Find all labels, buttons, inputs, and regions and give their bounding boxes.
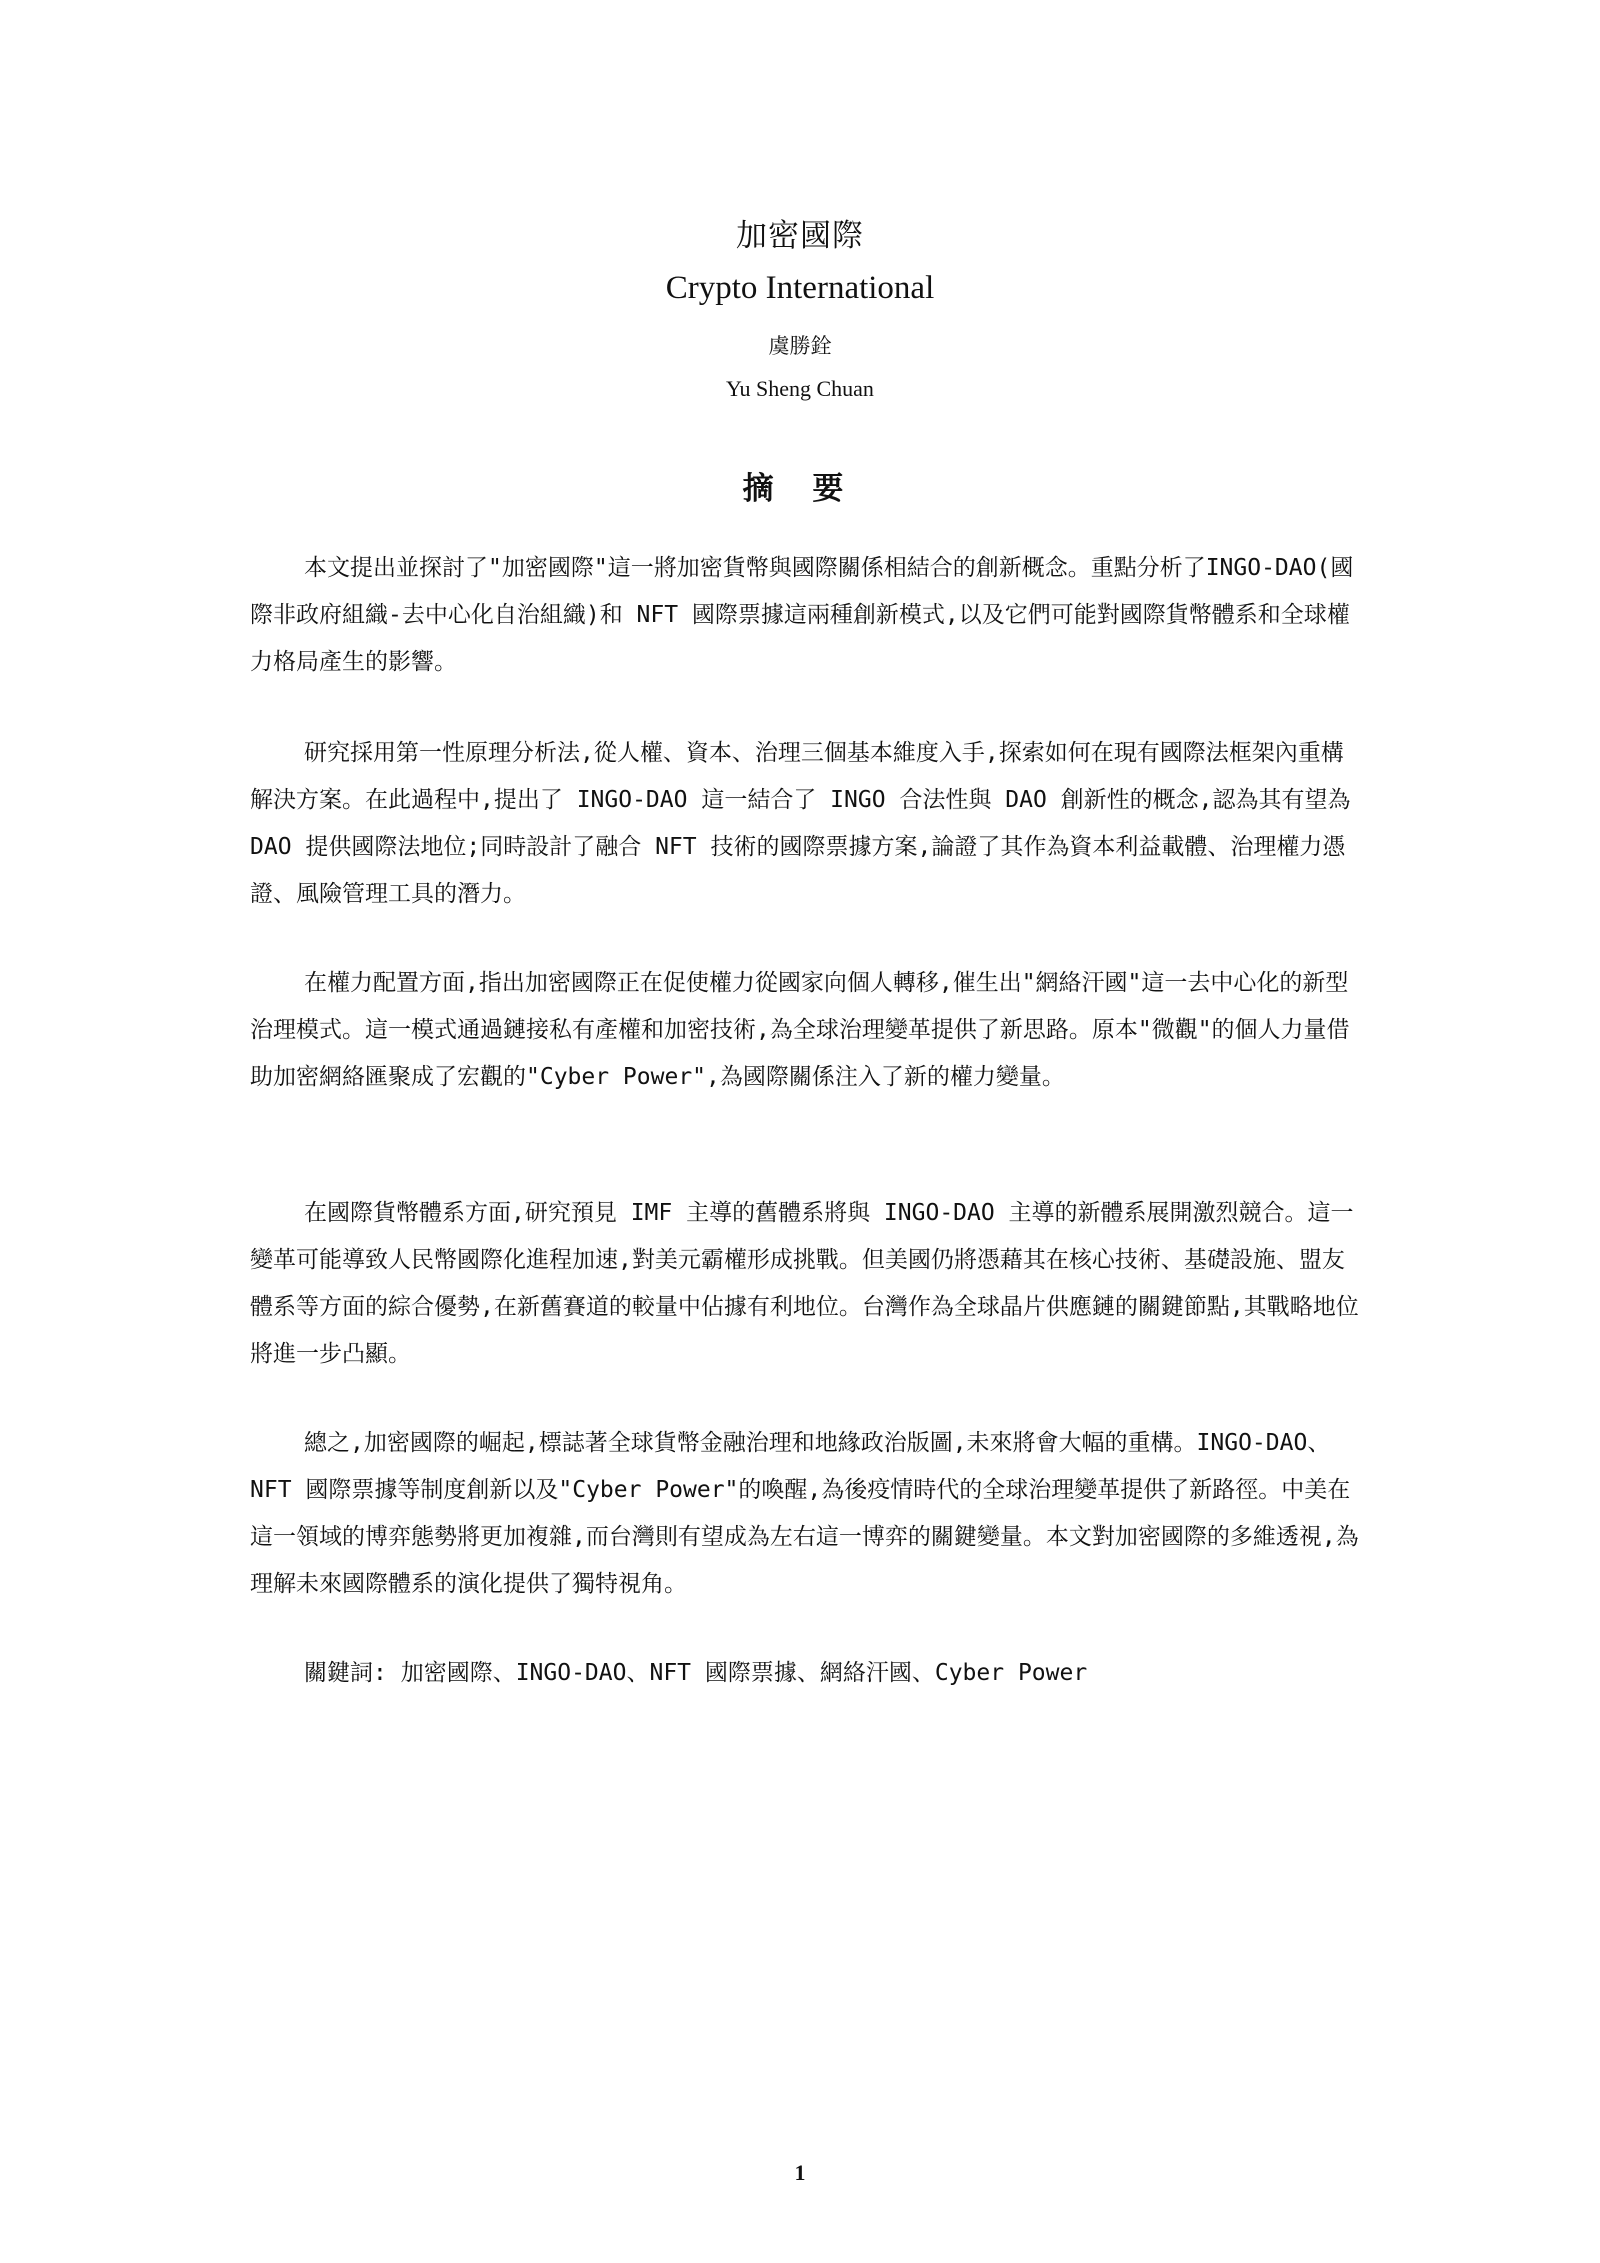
abstract-paragraph-1 <box>250 545 1360 686</box>
paragraph-text: 本文提出並探討了"加密國際"這一將加密貨幣與國際關係相結合的創新概念。重點分析了INGO-DAO(國際非政府組織-去中心化自治組織)和 NFT 國際票據這兩種創新模式,以及它們可能對國際貨幣體系和全球權力格局產生的影響。 <box>250 555 1354 675</box>
author-name-chinese: 虞勝銓 <box>768 334 832 358</box>
paragraph-text: 研究採用第一性原理分析法,從人權、資本、治理三個基本維度入手,探索如何在現有國際法框架內重構解決方案。在此過程中,提出了 INGO-DAO 這一結合了 INGO 合法性與 DAO 創新性的概念,認為其有望為 DAO 提供國際法地位;同時設計了融合 NFT 技術的國際票據方案,論證了其作為資本利益載體、治理權力憑證、風險管理工具的潛力。 <box>250 740 1351 907</box>
author-name-english: Yu Sheng Chuan <box>726 376 874 401</box>
paper-title-english: Crypto International <box>665 270 935 306</box>
keywords-line: 關鍵詞: 加密國際、INGO-DAO、NFT 國際票據、網絡汗國、Cyber Power <box>304 1660 1088 1686</box>
abstract-paragraph-4 <box>250 1190 1360 1378</box>
paragraph-text: 總之,加密國際的崛起,標誌著全球貨幣金融治理和地緣政治版圖,未來將會大幅的重構。INGO-DAO、NFT 國際票據等制度創新以及"Cyber Power"的喚醒,為後疫情時代的全球治理變革提供了新路徑。中美在這一領域的博弈態勢將更加複雜,而台灣則有望成為左右這一博弈的關鍵變量。本文對加密國際的多維透視,為理解未來國際體系的演化提供了獨特視角。 <box>250 1430 1359 1597</box>
page-number: 1 <box>794 2160 806 2185</box>
abstract-paragraph-5 <box>250 1420 1360 1608</box>
paper-title-chinese: 加密國際 <box>736 218 864 254</box>
abstract-heading: 摘 要 <box>742 471 858 507</box>
paragraph-text: 在權力配置方面,指出加密國際正在促使權力從國家向個人轉移,催生出"網絡汗國"這一去中心化的新型治理模式。這一模式通過鏈接私有產權和加密技術,為全球治理變革提供了新思路。原本"微觀"的個人力量借助加密網絡匯聚成了宏觀的"Cyber Power",為國際關係注入了新的權力變量。 <box>250 970 1350 1090</box>
abstract-paragraph-2 <box>250 730 1360 918</box>
paragraph-text: 在國際貨幣體系方面,研究預見 IMF 主導的舊體系將與 INGO-DAO 主導的新體系展開激烈競合。這一變革可能導致人民幣國際化進程加速,對美元霸權形成挑戰。但美國仍將憑藉其在核心技術、基礎設施、盟友體系等方面的綜合優勢,在新舊賽道的較量中佔據有利地位。台灣作為全球晶片供應鏈的關鍵節點,其戰略地位將進一步凸顯。 <box>250 1200 1359 1367</box>
abstract-paragraph-3 <box>250 960 1360 1101</box>
